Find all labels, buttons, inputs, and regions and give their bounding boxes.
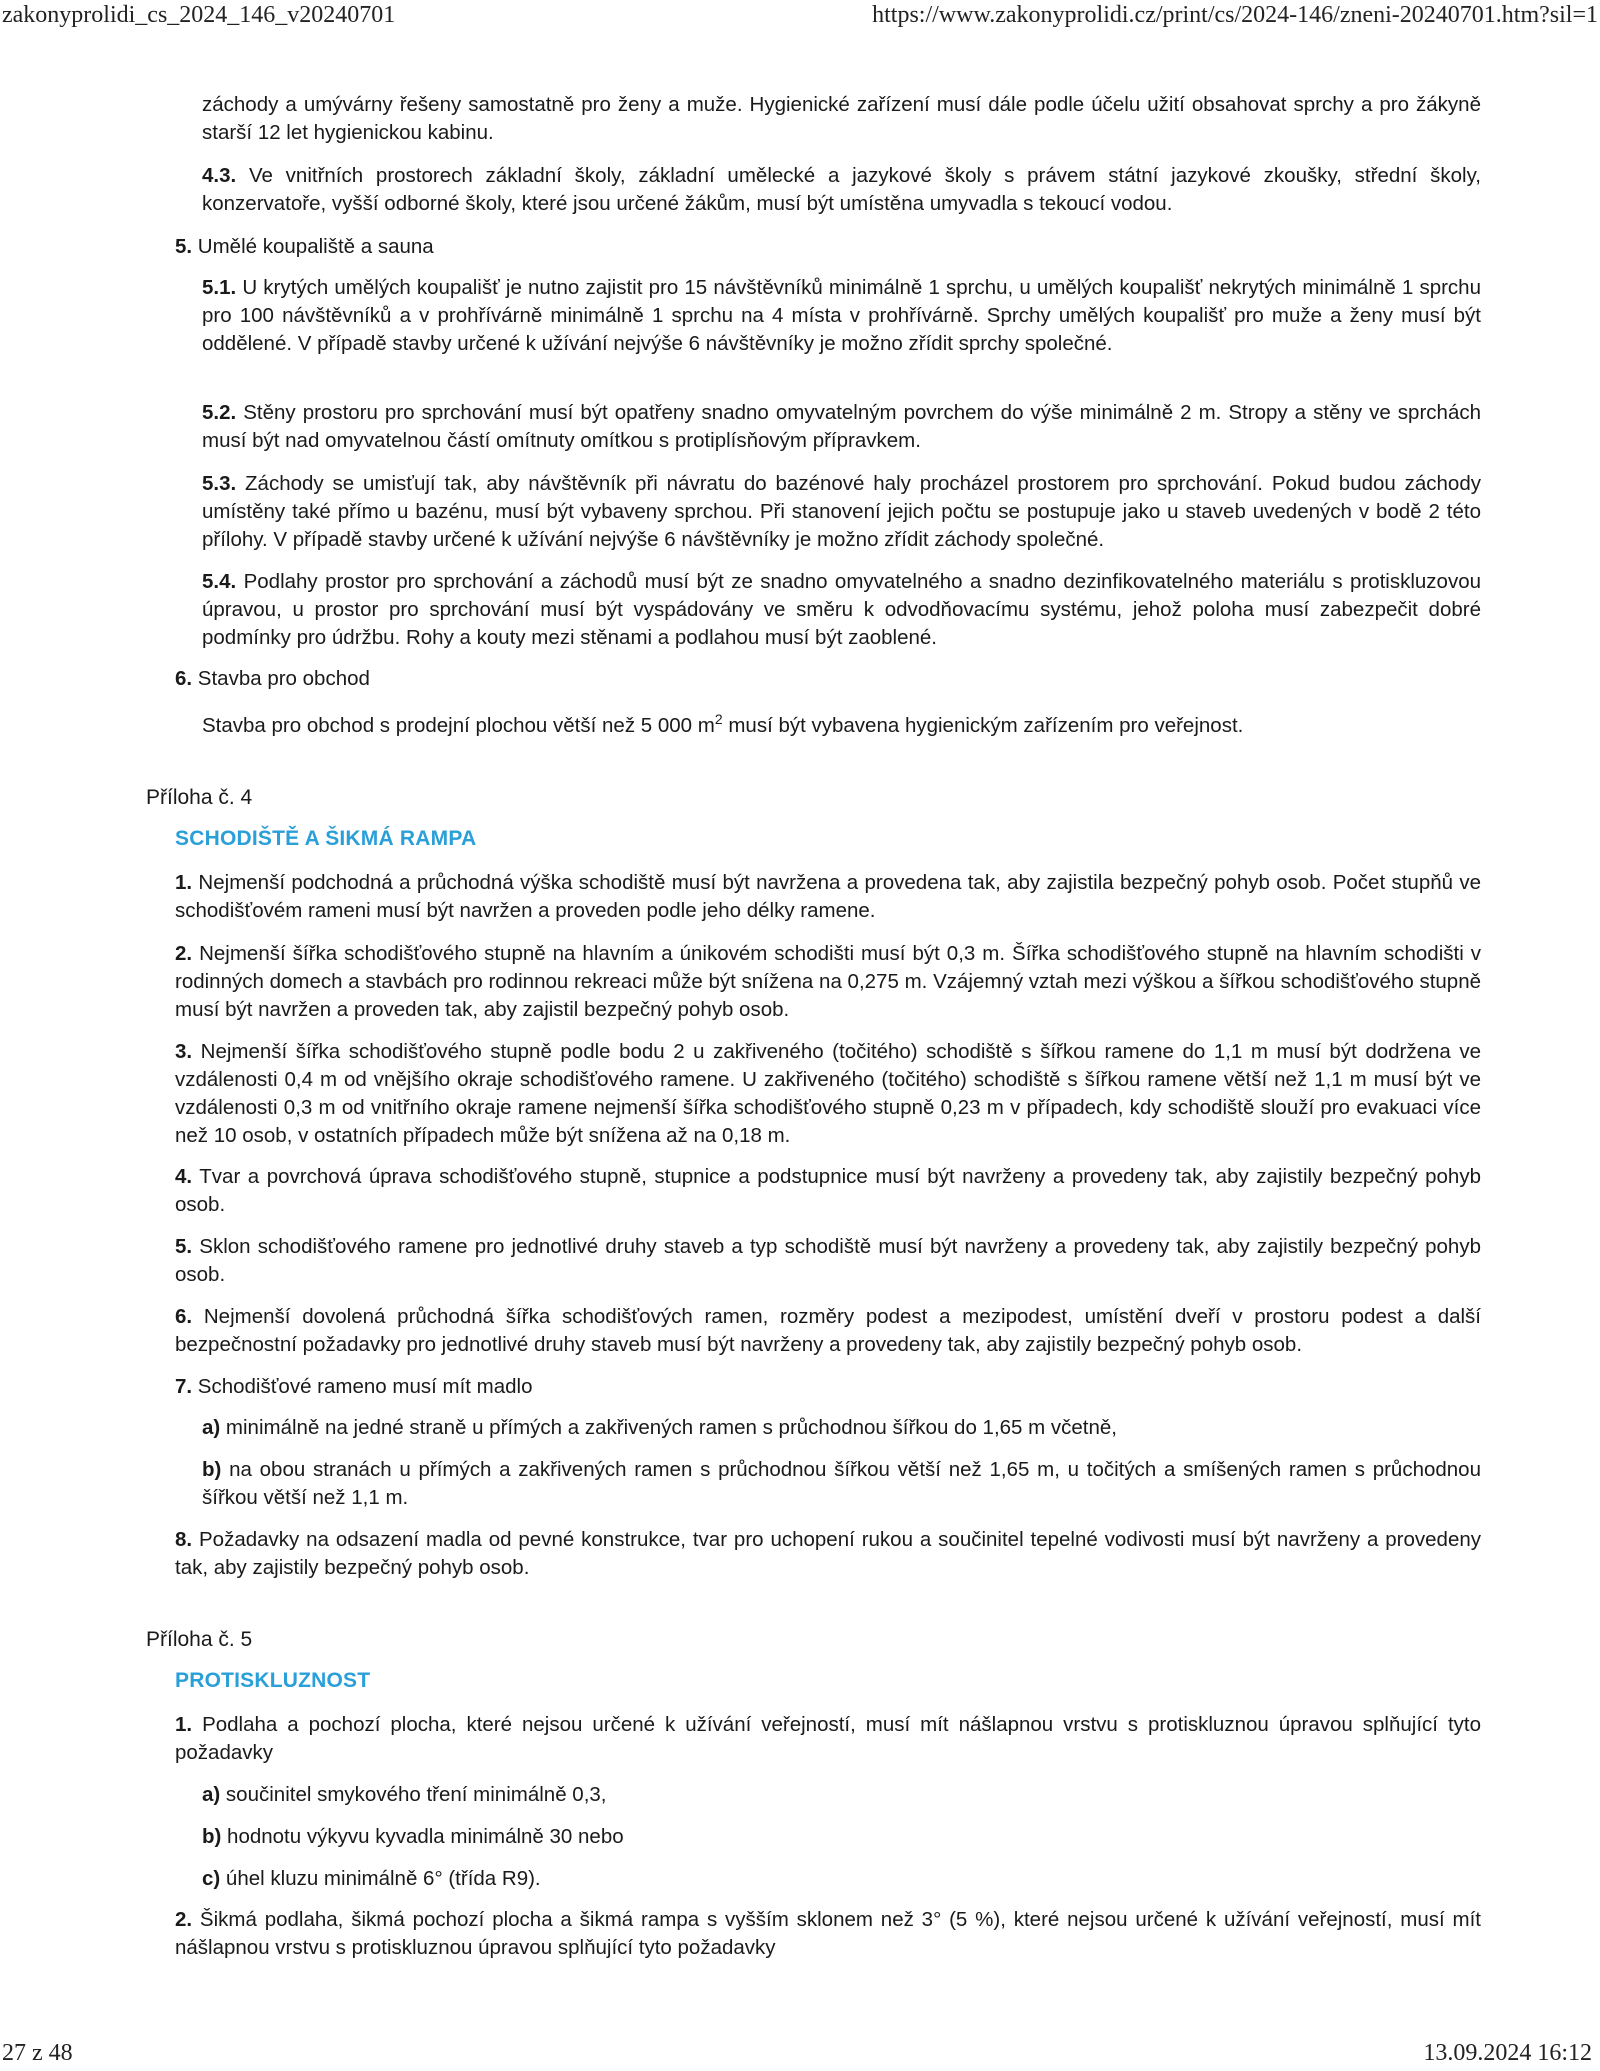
- annex-4-paragraph-2: 2. Nejmenší šířka schodišťového stupně na hlavním a únikovém schodišti musí být 0,3 m. Šířka schodišťového stupně na hlavním schodišti v rodinných domech a stavbách pro rodinnou rekreaci může být snížena na 0,275 m. Vzájemný vztah mezi výškou a šířkou schodišťového stupně musí být navržen a proveden tak, aby zajistil bezpečný pohyb osob.: [175, 942, 1481, 1021]
- annex-4-paragraph-7: 7. Schodišťové rameno musí mít madlo: [175, 1375, 533, 1398]
- annex-4-paragraph-5: 5. Sklon schodišťového ramene pro jednotlivé druhy staveb a typ schodiště musí být navrženy a provedeny tak, aby zajistily bezpečný pohyb osob.: [175, 1235, 1481, 1286]
- print-header-document-id: zakonyprolidi_cs_2024_146_v20240701: [2, 2, 396, 28]
- print-header-url: https://www.zakonyprolidi.cz/print/cs/2024-146/zneni-20240701.htm?sil=1: [872, 2, 1598, 28]
- annex-5-paragraph-1a: a) součinitel smykového tření minimálně 0,3,: [202, 1783, 607, 1806]
- paragraph-5-3: 5.3. Záchody se umisťují tak, aby návštěvník při návratu do bazénové haly procházel prostorem pro sprchování. Pokud budou záchody umístěny také přímo u bazénu, musí být vybaveny sprchou. Při stanovení jejich počtu se postupuje jako u staveb uvedených v bodě 2 této přílohy. V případě stavby určené k užívání nejvýše 6 návštěvníky je možno zřídit záchody společné.: [202, 472, 1481, 551]
- annex-5-paragraph-1b: b) hodnotu výkyvu kyvadla minimálně 30 nebo: [202, 1825, 624, 1848]
- annex-4-paragraph-3: 3. Nejmenší šířka schodišťového stupně podle bodu 2 u zakřiveného (točitého) schodiště s šířkou ramene do 1,1 m musí být dodržena ve vzdálenosti 0,4 m od vnějšího okraje schodišťového ramene. U zakřiveného (točitého) schodiště s šířkou ramene větší než 1,1 m musí být ve vzdálenosti 0,3 m od vnitřního okraje ramene nejmenší šířka schodišťového stupně 0,23 m v případech, kdy schodiště slouží pro evakuaci více než 10 osob, v ostatních případech může být snížena až na 0,18 m.: [175, 1040, 1481, 1147]
- annex-4-label: Příloha č. 4: [146, 786, 253, 809]
- annex-4-paragraph-7a: a) minimálně na jedné straně u přímých a zakřivených ramen s průchodnou šířkou do 1,65 m včetně,: [202, 1416, 1117, 1439]
- annex-4-paragraph-8: 8. Požadavky na odsazení madla od pevné konstrukce, tvar pro uchopení rukou a součinitel tepelné vodivosti musí být navrženy a provedeny tak, aby zajistily bezpečný pohyb osob.: [175, 1528, 1481, 1579]
- paragraph-5-1: 5.1. U krytých umělých koupališť je nutno zajistit pro 15 návštěvníků minimálně 1 sprchu, u umělých koupališť nekrytých minimálně 1 sprchu pro 100 návštěvníků a v prohřívárně minimálně 1 sprchu na 4 místa v prohřívárně. Sprchy umělých koupališť pro muže a ženy musí být oddělené. V případě stavby určené k užívání nejvýše 6 návštěvníky je možno zřídit sprchy společné.: [202, 276, 1481, 355]
- paragraph-continuation: záchody a umývárny řešeny samostatně pro ženy a muže. Hygienické zařízení musí dále podle účelu užití obsahovat sprchy a pro žákyně starší 12 let hygienickou kabinu.: [202, 93, 1481, 144]
- annex-5-paragraph-1: 1. Podlaha a pochozí plocha, které nejsou určené k užívání veřejností, musí mít nášlapnou vrstvu s protiskluznou úpravou splňující tyto požadavky: [175, 1713, 1481, 1764]
- annex-4-paragraph-6: 6. Nejmenší dovolená průchodná šířka schodišťových ramen, rozměry podest a mezipodest, umístění dveří v prostoru podest a další bezpečnostní požadavky pro jednotlivé druhy staveb musí být navrženy a provedeny tak, aby zajistily bezpečný pohyb osob.: [175, 1305, 1481, 1356]
- annex-4-paragraph-7b: b) na obou stranách u přímých a zakřivených ramen s průchodnou šířkou větší než 1,65 m, u točitých a smíšených ramen s průchodnou šířkou větší než 1,1 m.: [202, 1458, 1481, 1509]
- paragraph-6: Stavba pro obchod s prodejní plochou větší než 5 000 $m^2$ musí být vybavena hygienickým zařízením pro veřejnost.: [202, 711, 1244, 737]
- annex-5-label: Příloha č. 5: [146, 1628, 253, 1651]
- section-5-heading: 5. Umělé koupaliště a sauna: [175, 235, 434, 258]
- paragraph-4-3: 4.3. Ve vnitřních prostorech základní školy, základní umělecké a jazykové školy s právem státní jazykové zkoušky, střední školy, konzervatoře, vyšší odborné školy, které jsou určené žákům, musí být umístěna umyvadla s tekoucí vodou.: [202, 164, 1481, 215]
- annex-5-title: PROTISKLUZNOST: [175, 1669, 371, 1692]
- annex-5-paragraph-2: 2. Šikmá podlaha, šikmá pochozí plocha a šikmá rampa s vyšším sklonem než 3° (5 %), které nejsou určené k užívání veřejností, musí mít nášlapnou vrstvu s protiskluznou úpravou splňující tyto požadavky: [175, 1908, 1481, 1959]
- annex-4-paragraph-4: 4. Tvar a povrchová úprava schodišťového stupně, stupnice a podstupnice musí být navrženy a provedeny tak, aby zajistily bezpečný pohyb osob.: [175, 1165, 1481, 1216]
- paragraph-5-2: 5.2. Stěny prostoru pro sprchování musí být opatřeny snadno omyvatelným povrchem do výše minimálně 2 m. Stropy a stěny ve sprchách musí být nad omyvatelnou částí omítnuty omítkou s protiplísňovým přípravkem.: [202, 401, 1481, 452]
- paragraph-5-4: 5.4. Podlahy prostor pro sprchování a záchodů musí být ze snadno omyvatelného a snadno dezinfikovatelného materiálu s protiskluzovou úpravou, u prostor pro sprchování musí být vyspádovány ve směru k odvodňovacímu systému, jehož poloha musí zabezpečit dobré podmínky pro údržbu. Rohy a kouty mezi stěnami a podlahou musí být zaoblené.: [202, 570, 1481, 649]
- annex-4-title: SCHODIŠTĚ A ŠIKMÁ RAMPA: [175, 827, 477, 850]
- annex-4-paragraph-1: 1. Nejmenší podchodná a průchodná výška schodiště musí být navržena a provedena tak, aby zajistila bezpečný pohyb osob. Počet stupňů ve schodišťovém rameni musí být navržen a proveden podle jeho délky ramene.: [175, 871, 1481, 922]
- annex-5-paragraph-1c: c) úhel kluzu minimálně 6° (třída R9).: [202, 1867, 541, 1890]
- print-footer-page-counter: 27 z 48: [2, 2040, 73, 2066]
- print-footer-datetime: 13.09.2024 16:12: [1423, 2040, 1592, 2066]
- section-6-heading: 6. Stavba pro obchod: [175, 667, 370, 690]
